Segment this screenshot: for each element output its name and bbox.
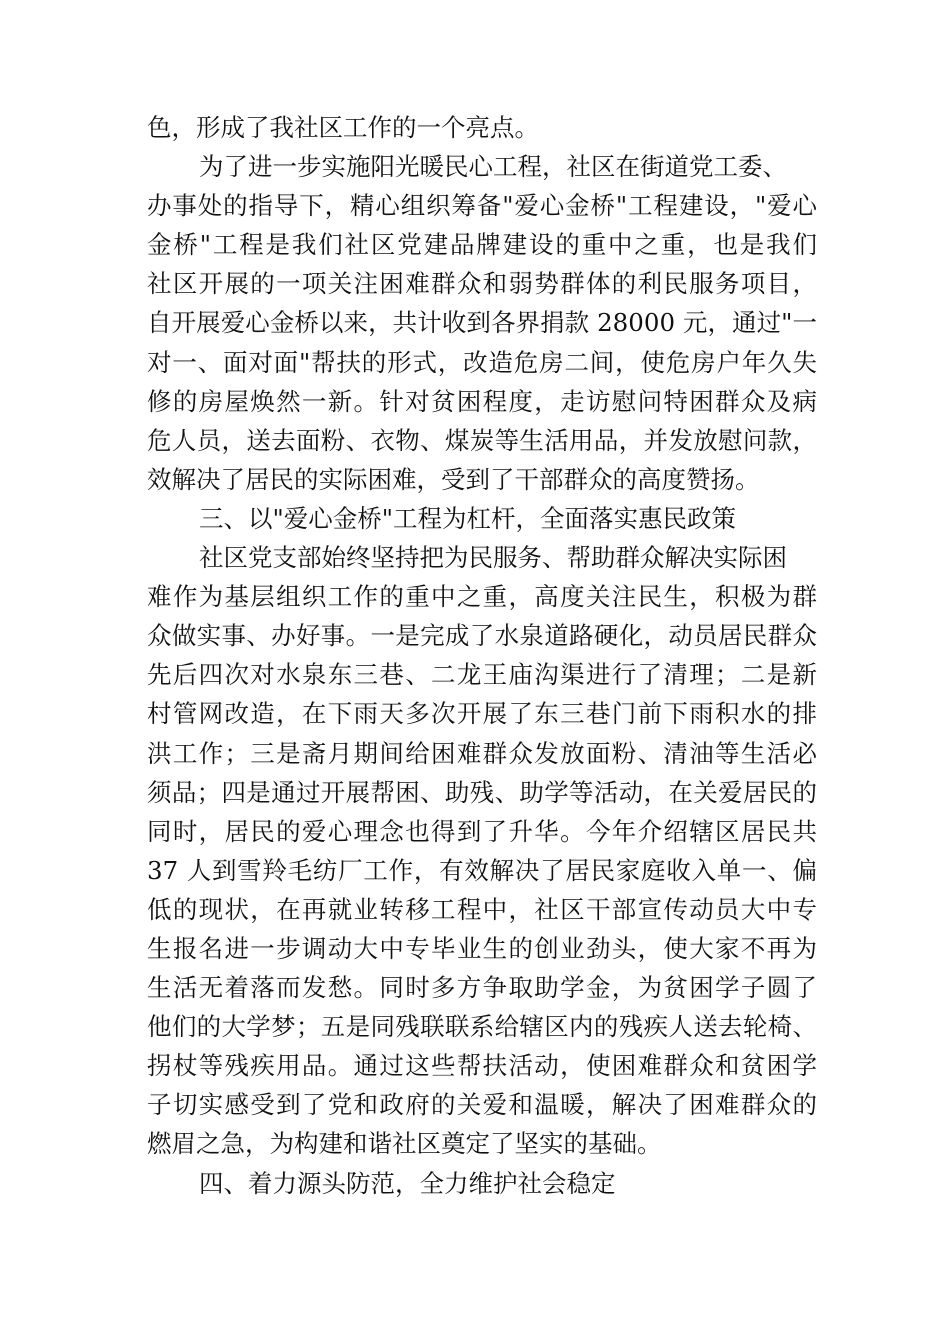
text-line: 37 人到雪羚毛纺厂工作，有效解决了居民家庭收入单一、偏: [147, 855, 817, 885]
text-line: 村管网改造，在下雨天多次开展了东三巷门前下雨积水的排: [147, 699, 817, 729]
document-body: [147, 108, 817, 1203]
text-line: 先后四次对水泉东三巷、二龙王庙沟渠进行了清理；二是新: [147, 660, 817, 690]
text-line: 为了进一步实施阳光暖民心工程，社区在街道党工委、: [199, 152, 787, 182]
text-line: 众做实事、办好事。一是完成了水泉道路硬化，动员居民群众: [147, 621, 817, 651]
section-heading: 三、以"爱心金桥"工程为杠杆，全面落实惠民政策: [199, 503, 737, 533]
text-line: 生报名进一步调动大中专毕业生的创业劲头，使大家不再为: [147, 933, 817, 963]
text-line: 低的现状，在再就业转移工程中，社区干部宣传动员大中专: [147, 894, 817, 924]
text-line: 须品；四是通过开展帮困、助残、助学等活动，在关爱居民的: [147, 777, 817, 807]
text-line: 危人员，送去面粉、衣物、煤炭等生活用品，并发放慰问款，: [147, 425, 817, 455]
text-line: 社区党支部始终坚持把为民服务、帮助群众解决实际困: [199, 543, 787, 573]
text-line: 自开展爱心金桥以来，共计收到各界捐款 28000 元，通过"一: [147, 308, 817, 338]
text-line: 金桥"工程是我们社区党建品牌建设的重中之重，也是我们: [147, 230, 817, 260]
text-line: 色，形成了我社区工作的一个亮点。: [147, 113, 539, 142]
text-line: 子切实感受到了党和政府的关爱和温暖，解决了困难群众的: [147, 1090, 817, 1120]
text-line: 燃眉之急，为构建和谐社区奠定了坚实的基础。: [147, 1129, 662, 1159]
text-line: 社区开展的一项关注困难群众和弱势群体的利民服务项目，: [147, 269, 817, 299]
section-heading: 四、着力源头防范，全力维护社会稳定: [199, 1168, 616, 1198]
text-line: 效解决了居民的实际困难，受到了干部群众的高度赞扬。: [147, 464, 760, 494]
text-line: 难作为基层组织工作的重中之重，高度关注民生，积极为群: [147, 582, 817, 612]
text-line: 修的房屋焕然一新。针对贫困程度，走访慰问特困群众及病: [147, 386, 817, 416]
text-line: 办事处的指导下，精心组织筹备"爱心金桥"工程建设，"爱心: [147, 191, 817, 221]
text-line: 拐杖等残疾用品。通过这些帮扶活动，使困难群众和贫困学: [147, 1051, 817, 1081]
text-line: 洪工作；三是斋月期间给困难群众发放面粉、清油等生活必: [147, 738, 817, 768]
text-line: 生活无着落而发愁。同时多方争取助学金，为贫困学子圆了: [147, 973, 817, 1003]
text-line: 同时，居民的爱心理念也得到了升华。今年介绍辖区居民共: [147, 816, 817, 846]
text-line: 他们的大学梦；五是同残联联系给辖区内的残疾人送去轮椅、: [147, 1012, 817, 1042]
text-line: 对一、面对面"帮扶的形式，改造危房二间，使危房户年久失: [147, 347, 817, 377]
